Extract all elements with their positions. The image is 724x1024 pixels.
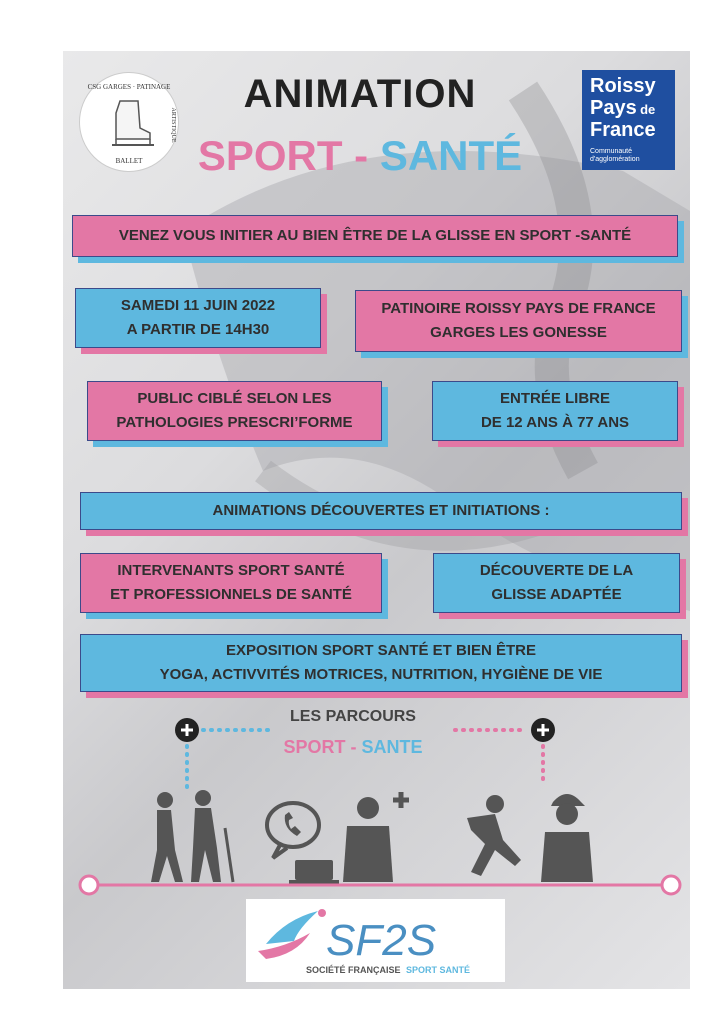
- phone-icon: [285, 812, 301, 836]
- entry-line2: DE 12 ANS À 77 ANS: [480, 414, 630, 431]
- title-sport-sante: [190, 132, 530, 180]
- public-line2: PATHOLOGIES PRESCRI’FORME: [116, 414, 353, 431]
- intro-banner-text: VENEZ VOUS INITIER AU BIEN ÊTRE DE LA GLISSE EN SPORT -SANTÉ: [118, 227, 632, 244]
- expo-line1: EXPOSITION SPORT SANTÉ ET BIEN ÊTRE: [225, 642, 537, 659]
- intervenants-line2: ET PROFESSIONNELS DE SANTÉ: [110, 586, 352, 603]
- parcours-sport-sante: [268, 737, 438, 758]
- sf2s-tagline-a: SOCIÉTÉ FRANÇAISE: [306, 965, 401, 975]
- sf2s-wordmark: SF2S: [326, 916, 437, 965]
- glisse-line2: GLISSE ADAPTÉE: [491, 586, 622, 603]
- csg-top-text: CSG GARGES · PATINAGE: [87, 83, 171, 91]
- doctor-plus-icon: [343, 792, 409, 882]
- csg-side-text: ARTISTIQUE: [170, 107, 176, 143]
- intervenants-box: [80, 553, 382, 613]
- rpf-subtitle: Communauté d'agglomération: [590, 148, 640, 163]
- date-line2: A PARTIR DE 14H30: [126, 321, 270, 338]
- coach-icon: [541, 794, 593, 882]
- parcours-sante: SANTE: [361, 737, 423, 757]
- place-line2: GARGES LES GONESSE: [430, 324, 607, 341]
- title-dash: -: [342, 132, 380, 179]
- title-sport: SPORT: [197, 132, 343, 179]
- csg-garges-logo: [79, 72, 179, 172]
- skating-athlete-icon: [467, 795, 521, 876]
- parcours-title: LES PARCOURS: [290, 708, 416, 725]
- exposition-box: [80, 634, 682, 692]
- walking-elderly-icon: [151, 790, 233, 882]
- date-box: [75, 288, 321, 348]
- entry-line1: ENTRÉE LIBRE: [499, 390, 610, 407]
- intro-banner: [72, 215, 678, 257]
- csg-bottom-text: BALLET: [115, 157, 143, 165]
- parcours-illustration: [75, 700, 685, 900]
- intervenants-line1: INTERVENANTS SPORT SANTÉ: [117, 562, 345, 579]
- place-box: [355, 290, 682, 352]
- rpf-line2: Pays de: [590, 97, 656, 119]
- line-end-right-icon: [662, 876, 680, 894]
- animations-banner: [80, 492, 682, 530]
- line-end-left-icon: [80, 876, 98, 894]
- rpf-de: de: [640, 102, 656, 117]
- parcours-dash: -: [345, 737, 362, 757]
- title-animation: ANIMATION: [243, 72, 477, 116]
- date-line1: SAMEDI 11 JUIN 2022: [120, 297, 276, 314]
- public-box: [87, 381, 382, 441]
- animations-text: ANIMATIONS DÉCOUVERTES ET INITIATIONS :: [212, 502, 550, 519]
- parcours-sport: SPORT: [283, 737, 346, 757]
- title-sante: SANTÉ: [379, 132, 523, 179]
- sf2s-tagline-b: SPORT SANTÉ: [406, 965, 471, 975]
- rpf-line1: Roissy: [590, 75, 656, 97]
- glisse-box: [433, 553, 680, 613]
- roissy-pays-de-france-logo: [582, 70, 675, 170]
- place-line1: PATINOIRE ROISSY PAYS DE FRANCE: [381, 300, 656, 317]
- rpf-line3: France: [590, 119, 656, 141]
- expo-line2: YOGA, ACTIVVITÉS MOTRICES, NUTRITION, HYGIÈNE DE VIE: [159, 666, 603, 683]
- entry-box: [432, 381, 678, 441]
- sf2s-logo: [246, 899, 505, 982]
- public-line1: PUBLIC CIBLÉ SELON LES: [137, 390, 332, 407]
- laptop-icon: [289, 860, 339, 884]
- glisse-line1: DÉCOUVERTE DE LA: [479, 562, 634, 579]
